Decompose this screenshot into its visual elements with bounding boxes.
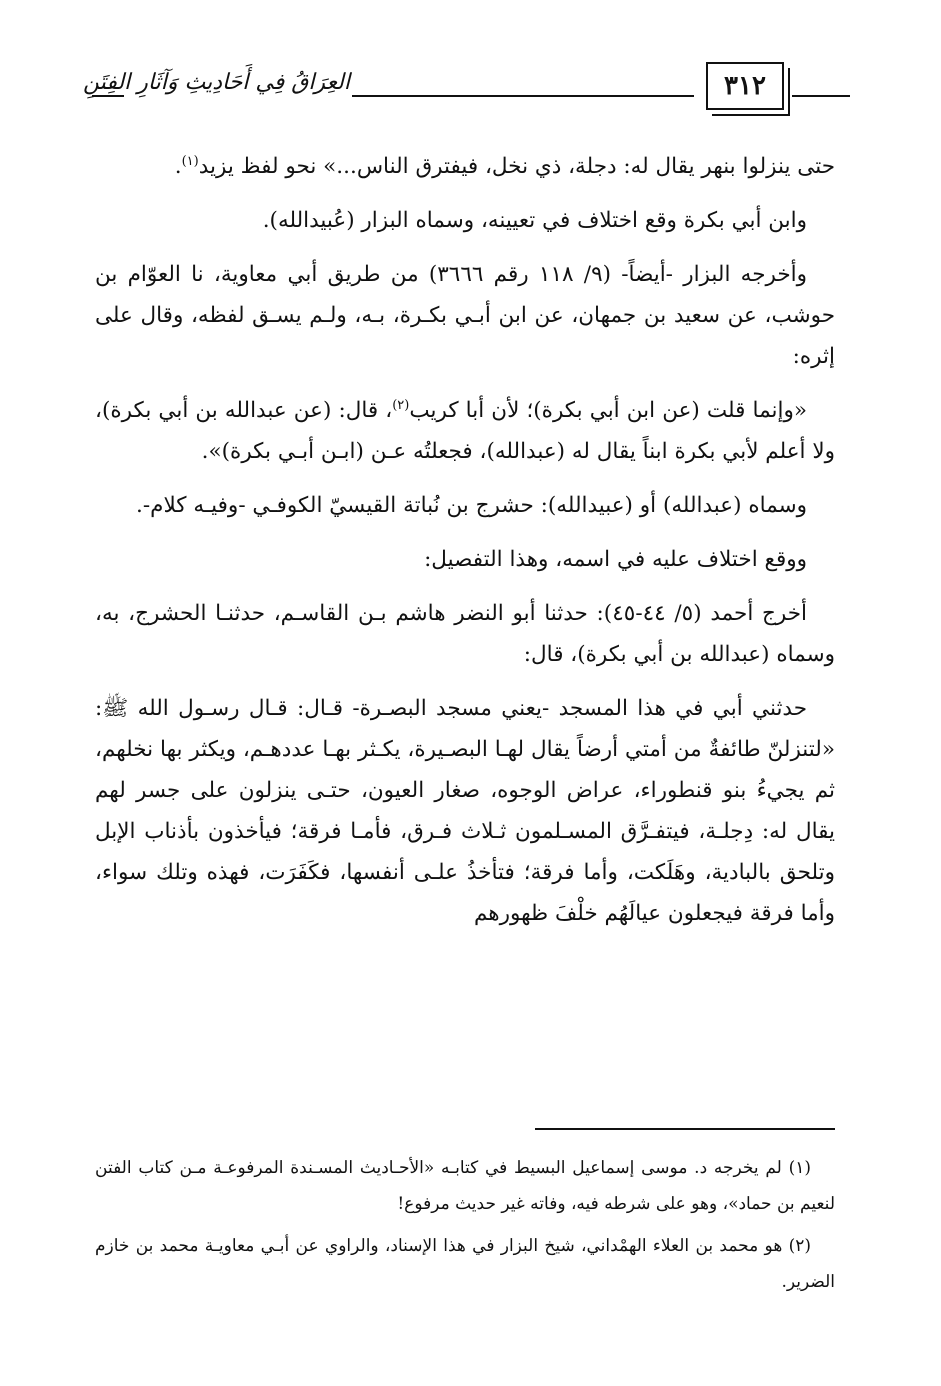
footnote-ref-2[interactable]: (٢) [392,397,410,413]
running-title: العِرَاقُ فِي أَحَادِيثِ وَآثَارِ الفِتَنِ [82,70,350,95]
paragraph-5: وسماه (عبدالله) أو (عبيدالله): حشرج بن نُباتة القيسيّ الكوفـي -وفيـه كلام-. [136,493,807,518]
paragraph-6: ووقع اختلاف عليه في اسمه، وهذا التفصيل: [424,547,807,572]
paragraph-4: «وإنما قلت (عن ابن أبي بكرة)؛ لأن أبا كريب$^{(٢)}$، قال: (عن عبدالله بن أبي بكرة)، ولا أعلم لأبي بكرة ابناً يقال له (عبدالله)، فجعلتُه عـن (ابـن أبـي بكرة)». [95,397,835,464]
header-rule-left [92,95,124,97]
paragraph-3: وأخرجه البزار -أيضاً- (٩/ ١١٨ رقم ٣٦٦٦) من طريق أبي معاوية، نا العوّام بن حوشب، عن سعيد بن جمهان، عن ابن أبـي بكـرة، بـه، ولـم يسـق لفظه، وقال على إثره: [95,262,835,369]
footnote-1: (١) لم يخرجه د. موسى إسماعيل البسيط في كتابـه «الأحـاديث المسـندة المرفوعـة مـن كتاب الفتن لنعيم بن حماد»، وهو على شرطه فيه، وفاته غير حديث مرفوع! [95,1158,835,1214]
footnote-ref-1[interactable]: (١) [181,153,199,169]
paragraph-2: وابن أبي بكرة وقع اختلاف في تعيينه، وسماه البزار (عُبيدالله). [262,208,807,233]
page-number: ٣١٢ [706,62,784,110]
footnote-separator [535,1128,835,1130]
page-header [82,58,850,116]
main-text [95,146,835,947]
footnotes [95,1150,835,1306]
header-rule-right [792,95,850,97]
paragraph-1: حتى ينزلوا بنهر يقال له: دجلة، ذي نخل، فيفترق الناس...» نحو لفظ يزيد$^{(١)}$. [174,153,835,179]
paragraph-7: أخرج أحمد (٥/ ٤٤-٤٥): حدثنا أبو النضر هاشم بـن القاسـم، حدثنـا الحشرج، به، وسماه (عبدالله بن أبي بكرة)، قال: [95,601,835,667]
paragraph-8: حدثني أبي في هذا المسجد -يعني مسجد البصـرة- قـال: قـال رسـول الله ﷺ: «لتنزلنّ طائفةٌ من أمتي أرضاً يقال لهـا البصـيرة، يكـثر بهـا عددهـم، ويكثر بها نخلهم، ثم يجيءُ بنو قنطوراء، عراض الوجوه، صغار العيون، حتـى ينزلون على جسر لهم يقال له: دِجلـة، فيتفـرَّق المسـلمون ثـلاث فـرق، فأمـا فرقة؛ فيأخذون بأذناب الإبل وتلحق بالبادية، وهَلَكت، وأما فرقة؛ فتأخذُ علـى أنفسها، فكَفَرَت، فهذه وتلك سواء، وأما فرقة فيجعلون عيالَهُم خلْفَ ظهورهم [95,696,835,926]
footnote-2: (٢) هو محمد بن العلاء الهمْداني، شيخ البزار في هذا الإسناد، والراوي عن أبـي معاويـة محمد بن خازم الضرير. [95,1236,835,1292]
header-rule-middle [352,95,694,97]
